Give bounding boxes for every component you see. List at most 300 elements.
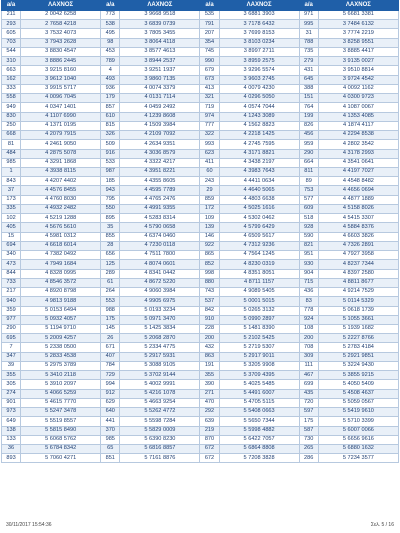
cell-serial: 473 <box>2 260 21 269</box>
cell-serial: 977 <box>2 315 21 324</box>
cell-serial: 990 <box>200 57 219 66</box>
cell-ticket-number: 4 2079 7915 <box>21 131 101 140</box>
cell-serial: 355 <box>200 371 219 380</box>
cell-serial: 470 <box>200 398 219 407</box>
cell-serial: 370 <box>101 426 120 435</box>
cell-ticket-number: 4 0347 1401 <box>21 103 101 112</box>
cell-serial: 61 <box>101 278 120 287</box>
cell-ticket-number: 2 7658 4218 <box>21 20 101 29</box>
cell-serial: 694 <box>2 241 21 250</box>
cell-ticket-number: 4 8074 0601 <box>120 260 200 269</box>
cell-serial: 735 <box>299 47 318 56</box>
cell-serial: 265 <box>299 445 318 454</box>
cell-ticket-number: 5 2068 2870 <box>120 334 200 343</box>
cell-ticket-number: 3 8830 4547 <box>21 47 101 56</box>
cell-serial: 985 <box>2 158 21 167</box>
cell-serial: 179 <box>101 94 120 103</box>
column-header-aa: a/a <box>2 1 21 11</box>
cell-serial: 788 <box>299 38 318 47</box>
cell-serial: 791 <box>200 20 219 29</box>
cell-serial: 821 <box>299 241 318 250</box>
cell-serial: 207 <box>200 29 219 38</box>
cell-ticket-number: 5 3910 2097 <box>21 380 101 389</box>
cell-serial: 922 <box>200 241 219 250</box>
cell-ticket-number: 5 4663 9254 <box>120 398 200 407</box>
cell-ticket-number: 3 8944 2537 <box>120 57 200 66</box>
cell-ticket-number: 4 1243 3089 <box>219 112 299 121</box>
cell-ticket-number: 5 4705 5115 <box>219 398 299 407</box>
cell-serial: 649 <box>2 417 21 426</box>
cell-ticket-number: 4 7511 7800 <box>120 251 200 260</box>
cell-serial: 274 <box>2 389 21 398</box>
cell-serial: 904 <box>299 269 318 278</box>
table-row <box>2 103 399 112</box>
cell-serial: 842 <box>200 306 219 315</box>
cell-serial: 629 <box>101 398 120 407</box>
cell-ticket-number: 5 2917 5931 <box>120 352 200 361</box>
cell-serial: 928 <box>299 223 318 232</box>
cell-serial: 870 <box>200 435 219 444</box>
cell-ticket-number: 5 5247 3478 <box>21 408 101 417</box>
cell-ticket-number: 4 6374 0460 <box>120 232 200 241</box>
cell-ticket-number: 5 0618 1739 <box>318 306 398 315</box>
cell-ticket-number: 3 7699 8153 <box>219 29 299 38</box>
cell-ticket-number: 4 9905 6975 <box>120 297 200 306</box>
table-row <box>2 361 399 370</box>
cell-ticket-number: 4 2218 1425 <box>219 131 299 140</box>
cell-ticket-number: 4 0300 9723 <box>318 94 398 103</box>
cell-ticket-number: 5 6864 8808 <box>219 445 299 454</box>
cell-serial: 435 <box>299 389 318 398</box>
cell-serial: 587 <box>299 426 318 435</box>
cell-serial: 228 <box>200 324 219 333</box>
table-row <box>2 121 399 130</box>
cell-serial: 200 <box>299 334 318 343</box>
cell-serial: 901 <box>2 398 21 407</box>
cell-serial: 518 <box>299 214 318 223</box>
cell-serial: 199 <box>299 112 318 121</box>
cell-serial: 65 <box>101 445 120 454</box>
cell-ticket-number: 5 2334 4775 <box>120 343 200 352</box>
cell-ticket-number: 5 0193 3234 <box>120 306 200 315</box>
cell-serial: 29 <box>200 186 219 195</box>
table-row <box>2 297 399 306</box>
table-row <box>2 204 399 213</box>
cell-serial: 26 <box>101 334 120 343</box>
cell-ticket-number: 5 0153 6494 <box>21 306 101 315</box>
cell-serial: 815 <box>101 121 120 130</box>
table-row <box>2 140 399 149</box>
cell-ticket-number: 4 5981 0312 <box>21 232 101 241</box>
cell-serial: 538 <box>101 20 120 29</box>
cell-serial: 943 <box>101 186 120 195</box>
cell-ticket-number: 3 8577 4613 <box>120 47 200 56</box>
cell-ticket-number: 4 7382 0492 <box>21 251 101 260</box>
cell-ticket-number: 5 2719 5307 <box>219 343 299 352</box>
cell-serial: 998 <box>200 269 219 278</box>
cell-ticket-number: 5 5829 0009 <box>120 426 200 435</box>
cell-serial: 322 <box>200 131 219 140</box>
cell-ticket-number: 4 8672 5220 <box>120 278 200 287</box>
cell-ticket-number: 5 3224 9430 <box>318 361 398 370</box>
cell-ticket-number: 2 0042 6258 <box>21 11 101 20</box>
cell-ticket-number: 5 7161 8876 <box>120 454 200 463</box>
cell-ticket-number: 4 8341 0442 <box>120 269 200 278</box>
cell-ticket-number: 3 9510 8814 <box>318 66 398 75</box>
cell-ticket-number: 4 5158 8026 <box>318 204 398 213</box>
cell-ticket-number: 4 9060 3984 <box>120 288 200 297</box>
cell-serial: 211 <box>2 11 21 20</box>
table-row <box>2 177 399 186</box>
results-sheet <box>1 0 399 463</box>
cell-ticket-number: 3 8258 9551 <box>318 38 398 47</box>
cell-ticket-number: 4 9813 9188 <box>21 297 101 306</box>
cell-serial: 639 <box>200 417 219 426</box>
cell-serial: 609 <box>299 204 318 213</box>
cell-ticket-number: 4 1107 6990 <box>21 112 101 121</box>
table-row <box>2 306 399 315</box>
cell-serial: 146 <box>200 232 219 241</box>
cell-ticket-number: 4 5219 1288 <box>21 214 101 223</box>
cell-ticket-number: 3 8103 0234 <box>219 38 299 47</box>
cell-ticket-number: 3 9215 8160 <box>21 66 101 75</box>
table-row <box>2 66 399 75</box>
cell-serial: 172 <box>200 204 219 213</box>
cell-serial: 347 <box>2 352 21 361</box>
cell-ticket-number: 4 5676 5610 <box>21 223 101 232</box>
cell-serial: 436 <box>299 288 318 297</box>
cell-ticket-number: 4 0131 7114 <box>120 94 200 103</box>
cell-ticket-number: 4 5302 0462 <box>219 214 299 223</box>
cell-serial: 795 <box>101 195 120 204</box>
cell-ticket-number: 4 0092 1162 <box>318 84 398 93</box>
table-row <box>2 38 399 47</box>
cell-serial: 185 <box>101 177 120 186</box>
cell-ticket-number: 4 3541 0641 <box>318 158 398 167</box>
table-row <box>2 260 399 269</box>
cell-serial: 553 <box>101 297 120 306</box>
cell-serial: 89 <box>299 177 318 186</box>
cell-ticket-number: 5 0265 3132 <box>219 306 299 315</box>
cell-serial: 995 <box>299 20 318 29</box>
cell-ticket-number: 5 2833 4538 <box>21 352 101 361</box>
cell-ticket-number: 4 4576 8455 <box>21 186 101 195</box>
cell-ticket-number: 5 6784 8342 <box>21 445 101 454</box>
cell-ticket-number: 5 4050 5409 <box>318 380 398 389</box>
table-row <box>2 269 399 278</box>
cell-ticket-number: 5 5598 7284 <box>120 417 200 426</box>
cell-serial: 663 <box>2 66 21 75</box>
cell-ticket-number: 5 5419 9610 <box>318 408 398 417</box>
table-row <box>2 315 399 324</box>
cell-ticket-number: 5 2338 0500 <box>21 343 101 352</box>
cell-ticket-number: 4 8546 3572 <box>21 278 101 287</box>
cell-ticket-number: 4 5283 8314 <box>120 214 200 223</box>
table-row <box>2 380 399 389</box>
cell-ticket-number: 5 0932 4057 <box>21 315 101 324</box>
cell-ticket-number: 5 5519 8557 <box>21 417 101 426</box>
cell-serial: 484 <box>2 149 21 158</box>
cell-serial: 719 <box>200 103 219 112</box>
table-row <box>2 288 399 297</box>
cell-serial: 4 <box>101 66 120 75</box>
cell-serial: 993 <box>200 140 219 149</box>
cell-serial: 309 <box>299 352 318 361</box>
table-row <box>2 408 399 417</box>
cell-serial: 988 <box>101 306 120 315</box>
cell-serial: 672 <box>200 445 219 454</box>
table-row <box>2 84 399 93</box>
cell-ticket-number: 5 6422 7057 <box>219 435 299 444</box>
cell-ticket-number: 5 1194 9710 <box>21 324 101 333</box>
table-row <box>2 278 399 287</box>
table-row <box>2 445 399 454</box>
cell-serial: 863 <box>200 352 219 361</box>
cell-ticket-number: 4 3438 2197 <box>219 158 299 167</box>
cell-serial: 493 <box>101 75 120 84</box>
table-row <box>2 371 399 380</box>
lottery-results-table <box>1 0 399 463</box>
cell-ticket-number: 3 7805 3455 <box>120 29 200 38</box>
cell-ticket-number: 5 3088 9105 <box>120 361 200 370</box>
cell-serial: 321 <box>200 94 219 103</box>
cell-ticket-number: 4 4197 7027 <box>318 167 398 176</box>
cell-ticket-number: 5 4491 6007 <box>219 389 299 398</box>
cell-ticket-number: 5 1939 1682 <box>318 324 398 333</box>
cell-serial: 289 <box>101 269 120 278</box>
cell-ticket-number: 5 2783 4184 <box>318 343 398 352</box>
cell-serial: 623 <box>200 149 219 158</box>
cell-ticket-number: 4 8230 0319 <box>219 260 299 269</box>
column-header-aa: a/a <box>299 1 318 11</box>
table-row <box>2 186 399 195</box>
cell-serial: 28 <box>101 241 120 250</box>
cell-ticket-number: 4 3322 4217 <box>120 158 200 167</box>
cell-ticket-number: 4 0296 5050 <box>219 94 299 103</box>
cell-serial: 695 <box>2 334 21 343</box>
cell-ticket-number: 5 6390 8230 <box>120 435 200 444</box>
cell-ticket-number: 5 0114 5329 <box>318 297 398 306</box>
cell-serial: 590 <box>299 232 318 241</box>
cell-ticket-number: 4 5884 8376 <box>318 223 398 232</box>
cell-ticket-number: 3 6839 0739 <box>120 20 200 29</box>
cell-ticket-number: 3 9612 1040 <box>21 75 101 84</box>
cell-serial: 102 <box>2 214 21 223</box>
cell-serial: 388 <box>299 84 318 93</box>
cell-serial: 37 <box>2 186 21 195</box>
cell-serial: 720 <box>299 398 318 407</box>
cell-ticket-number: 4 5790 0658 <box>120 223 200 232</box>
cell-ticket-number: 4 4411 0634 <box>219 177 299 186</box>
cell-ticket-number: 4 4803 6638 <box>219 195 299 204</box>
cell-serial: 844 <box>2 269 21 278</box>
table-row <box>2 389 399 398</box>
cell-serial: 826 <box>299 121 318 130</box>
cell-serial: 973 <box>2 408 21 417</box>
table-row <box>2 195 399 204</box>
cell-serial: 125 <box>101 260 120 269</box>
cell-serial: 15 <box>2 232 21 241</box>
cell-ticket-number: 4 2461 9050 <box>21 140 101 149</box>
cell-serial: 708 <box>299 343 318 352</box>
print-timestamp: 30/11/2017 15:54:36 <box>6 522 52 528</box>
cell-ticket-number: 4 2294 8538 <box>318 131 398 140</box>
cell-ticket-number: 4 7312 9236 <box>219 241 299 250</box>
cell-serial: 108 <box>299 324 318 333</box>
cell-serial: 509 <box>101 140 120 149</box>
table-row <box>2 454 399 463</box>
cell-ticket-number: 4 4355 8605 <box>120 177 200 186</box>
cell-ticket-number: 3 9603 2745 <box>219 75 299 84</box>
cell-serial: 811 <box>299 167 318 176</box>
cell-serial: 405 <box>2 223 21 232</box>
cell-ticket-number: 5 5815 8490 <box>21 426 101 435</box>
cell-serial: 930 <box>299 260 318 269</box>
cell-serial: 843 <box>2 177 21 186</box>
cell-ticket-number: 4 7949 1684 <box>21 260 101 269</box>
cell-serial: 264 <box>101 288 120 297</box>
cell-ticket-number: 3 9135 0027 <box>318 57 398 66</box>
cell-serial: 789 <box>101 57 120 66</box>
cell-serial: 335 <box>2 204 21 213</box>
cell-ticket-number: 4 1874 4117 <box>318 121 398 130</box>
cell-ticket-number: 5 3702 9144 <box>120 371 200 380</box>
cell-ticket-number: 3 8064 4118 <box>120 38 200 47</box>
cell-serial: 764 <box>299 103 318 112</box>
cell-serial: 699 <box>299 380 318 389</box>
table-row <box>2 352 399 361</box>
cell-serial: 959 <box>299 140 318 149</box>
cell-ticket-number: 4 3171 8821 <box>219 149 299 158</box>
cell-ticket-number: 5 6681 3381 <box>318 11 398 20</box>
table-row <box>2 241 399 250</box>
cell-serial: 138 <box>2 426 21 435</box>
cell-serial: 951 <box>299 251 318 260</box>
cell-ticket-number: 5 6880 1632 <box>318 445 398 454</box>
cell-serial: 671 <box>101 343 120 352</box>
cell-serial: 916 <box>101 149 120 158</box>
cell-serial: 413 <box>200 84 219 93</box>
table-row <box>2 11 399 20</box>
cell-serial: 310 <box>2 57 21 66</box>
cell-ticket-number: 4 8920 8798 <box>21 288 101 297</box>
cell-serial: 293 <box>2 20 21 29</box>
cell-ticket-number: 5 3855 9215 <box>318 371 398 380</box>
table-row <box>2 343 399 352</box>
cell-ticket-number: 4 4765 2476 <box>120 195 200 204</box>
table-row <box>2 426 399 435</box>
cell-serial: 672 <box>200 454 219 463</box>
cell-ticket-number: 4 3036 8579 <box>120 149 200 158</box>
table-row <box>2 232 399 241</box>
cell-serial: 173 <box>2 195 21 204</box>
cell-serial: 81 <box>2 140 21 149</box>
table-row <box>2 223 399 232</box>
cell-serial: 924 <box>299 315 318 324</box>
cell-serial: 340 <box>2 251 21 260</box>
cell-ticket-number: 4 1509 3984 <box>120 121 200 130</box>
cell-serial: 912 <box>101 389 120 398</box>
cell-serial: 778 <box>299 306 318 315</box>
cell-ticket-number: 4 6618 6014 <box>21 241 101 250</box>
cell-serial: 83 <box>299 297 318 306</box>
cell-serial: 940 <box>2 297 21 306</box>
cell-serial: 715 <box>299 278 318 287</box>
cell-serial: 673 <box>200 75 219 84</box>
table-row <box>2 158 399 167</box>
cell-serial: 851 <box>101 454 120 463</box>
cell-ticket-number: 5 4025 5485 <box>219 380 299 389</box>
cell-serial: 668 <box>2 131 21 140</box>
cell-ticket-number: 4 1087 0067 <box>318 103 398 112</box>
table-row <box>2 167 399 176</box>
cell-ticket-number: 4 3938 8115 <box>21 167 101 176</box>
table-row <box>2 398 399 407</box>
cell-serial: 537 <box>200 297 219 306</box>
cell-serial: 852 <box>200 260 219 269</box>
cell-ticket-number: 5 1481 8390 <box>219 324 299 333</box>
cell-ticket-number: 4 8237 7344 <box>318 260 398 269</box>
cell-ticket-number: 4 5025 1616 <box>219 204 299 213</box>
cell-ticket-number: 4 3291 1868 <box>21 158 101 167</box>
cell-ticket-number: 4 4207 4402 <box>21 177 101 186</box>
cell-serial: 175 <box>101 315 120 324</box>
cell-ticket-number: 5 0990 2897 <box>219 315 299 324</box>
cell-ticket-number: 5 3709 4395 <box>219 371 299 380</box>
cell-serial: 139 <box>200 223 219 232</box>
cell-serial: 544 <box>2 47 21 56</box>
table-row <box>2 20 399 29</box>
cell-ticket-number: 3 8959 2575 <box>219 57 299 66</box>
cell-serial: 729 <box>101 371 120 380</box>
cell-serial: 936 <box>101 84 120 93</box>
cell-ticket-number: 5 2917 9011 <box>219 352 299 361</box>
table-row <box>2 435 399 444</box>
table-row <box>2 75 399 84</box>
cell-ticket-number: 5 2921 9851 <box>318 352 398 361</box>
cell-serial: 1 <box>2 167 21 176</box>
cell-ticket-number: 4 4877 1889 <box>318 195 398 204</box>
cell-ticket-number: 3 8885 4417 <box>318 47 398 56</box>
cell-ticket-number: 4 7230 0118 <box>120 241 200 250</box>
cell-serial: 292 <box>200 408 219 417</box>
cell-ticket-number: 4 2634 9351 <box>120 140 200 149</box>
cell-ticket-number: 4 3178 2993 <box>318 149 398 158</box>
cell-serial: 453 <box>101 47 120 56</box>
cell-ticket-number: 4 7564 1245 <box>219 251 299 260</box>
cell-ticket-number: 4 4932 2482 <box>21 204 101 213</box>
cell-serial: 145 <box>101 324 120 333</box>
cell-serial: 784 <box>101 361 120 370</box>
column-header-lucky: ΛΑΧΝΟΣ <box>21 1 101 11</box>
cell-ticket-number: 5 2227 8766 <box>318 334 398 343</box>
cell-ticket-number: 3 9668 9518 <box>120 11 200 20</box>
cell-serial: 271 <box>200 389 219 398</box>
cell-ticket-number: 4 4991 9355 <box>120 204 200 213</box>
table-row <box>2 251 399 260</box>
cell-ticket-number: 4 4640 5065 <box>219 186 299 195</box>
cell-serial: 880 <box>200 278 219 287</box>
cell-serial: 111 <box>299 361 318 370</box>
cell-ticket-number: 5 3410 2118 <box>21 371 101 380</box>
cell-ticket-number: 5 5650 7344 <box>219 417 299 426</box>
table-row <box>2 417 399 426</box>
column-header-aa: a/a <box>200 1 219 11</box>
cell-ticket-number: 5 2009 4257 <box>21 334 101 343</box>
cell-serial: 219 <box>200 426 219 435</box>
cell-ticket-number: 4 8397 2580 <box>318 269 398 278</box>
cell-serial: 550 <box>101 204 120 213</box>
